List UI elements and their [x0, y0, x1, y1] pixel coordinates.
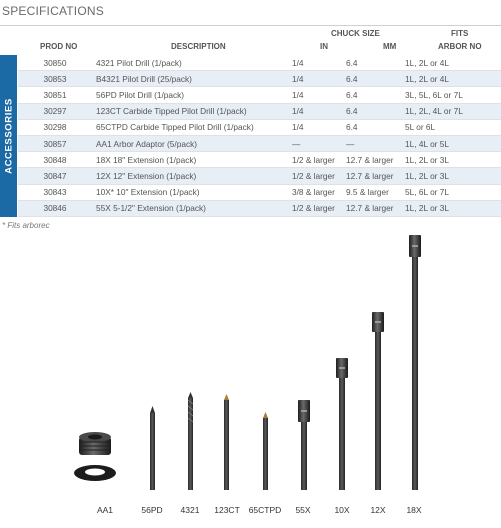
123ct-drill-image: [224, 394, 229, 490]
chuck-mm-cell: 12.7 & larger: [346, 200, 405, 216]
table-row: [18, 119, 501, 135]
chuck-mm-cell: 6.4: [346, 71, 405, 87]
fits-arbor-cell: 3L, 5L, 6L or 7L: [405, 89, 463, 100]
table-row: [18, 200, 501, 216]
description-cell: 18X 18" Extension (1/pack): [96, 154, 197, 165]
footnote: * Fits arborec: [2, 221, 50, 230]
fits-arbor-cell: 1L, 2L, 4L or 7L: [405, 103, 501, 119]
chuck-mm-cell: 12.7 & larger: [346, 154, 394, 165]
55x-extension-image: [298, 400, 310, 490]
fits-arbor-cell: 1L, 2L or 3L: [405, 200, 501, 216]
header-arbor-no: ARBOR NO: [438, 42, 482, 51]
fits-arbor-cell: 5L, 6L or 7L: [405, 187, 449, 198]
65ctpd-drill-image: [263, 412, 268, 490]
prod-no-cell: 30843: [43, 187, 67, 198]
12x-extension-image: [372, 312, 384, 490]
chuck-in-cell: 1/4: [292, 103, 346, 119]
prod-no-cell: 30857: [18, 135, 92, 151]
table-row: [18, 184, 501, 200]
4321-drill-image: [188, 392, 193, 490]
header-mm: MM: [383, 42, 397, 51]
fits-arbor-cell: 1L, 2L or 3L: [405, 168, 501, 184]
chuck-in-cell: 1/4: [292, 89, 304, 100]
label-4321: 4321: [180, 505, 200, 515]
label-aa1: AA1: [96, 505, 114, 515]
prod-no-cell: 30846: [18, 200, 92, 216]
fits-arbor-cell: 1L, 2L or 4L: [405, 71, 501, 87]
description-cell: 65CTPD Carbide Tipped Pilot Drill (1/pack): [96, 122, 254, 133]
prod-no-cell: 30847: [18, 168, 92, 184]
prod-no-cell: 30848: [43, 154, 67, 165]
fits-arbor-cell: 1L, 2L or 3L: [405, 154, 449, 165]
10x-extension-image: [336, 358, 348, 490]
prod-no-cell: 30853: [18, 71, 92, 87]
description-cell: 56PD Pilot Drill (1/pack): [96, 89, 185, 100]
chuck-in-cell: 1/4: [292, 57, 304, 68]
description-cell: 4321 Pilot Drill (1/pack): [96, 57, 182, 68]
label-56pd: 56PD: [141, 505, 163, 515]
label-65ctpd: 65CTPD: [248, 505, 282, 515]
chuck-in-cell: 1/2 & larger: [292, 168, 346, 184]
header-in: IN: [320, 42, 328, 51]
table-row: [18, 152, 501, 168]
chuck-in-cell: 1/2 & larger: [292, 154, 335, 165]
title-divider: [0, 25, 501, 26]
chuck-mm-cell: —: [346, 135, 405, 151]
chuck-mm-cell: 6.4: [346, 103, 405, 119]
spec-table: [18, 55, 501, 217]
header-description: DESCRIPTION: [171, 42, 226, 51]
accessories-label: ACCESSORIES: [3, 98, 14, 174]
label-123ct: 123CT: [214, 505, 240, 515]
56pd-drill-image: [150, 406, 155, 490]
chuck-mm-cell: 6.4: [346, 89, 358, 100]
description-cell: 123CT Carbide Tipped Pilot Drill (1/pack): [92, 103, 292, 119]
label-12x: 12X: [370, 505, 386, 515]
page-title: SPECIFICATIONS: [2, 4, 104, 18]
chuck-mm-cell: 6.4: [346, 122, 358, 133]
table-row: [18, 135, 501, 151]
table-row: [18, 55, 501, 71]
chuck-in-cell: 1/4: [292, 71, 346, 87]
aa1-adaptor-image: [74, 432, 116, 481]
chuck-mm-cell: 6.4: [346, 57, 358, 68]
header-chuck-size: CHUCK SIZE: [331, 29, 380, 38]
label-55x: 55X: [295, 505, 311, 515]
table-row: [18, 103, 501, 119]
fits-arbor-cell: 1L, 2L or 4L: [405, 57, 449, 68]
table-row: [18, 87, 501, 103]
table-row: [18, 168, 501, 184]
description-cell: B4321 Pilot Drill (25/pack): [92, 71, 292, 87]
table-row: [18, 71, 501, 87]
description-cell: 12X 12" Extension (1/pack): [92, 168, 292, 184]
fits-arbor-cell: 5L or 6L: [405, 122, 436, 133]
chuck-in-cell: 1/2 & larger: [292, 200, 346, 216]
prod-no-cell: 30298: [43, 122, 67, 133]
label-10x: 10X: [334, 505, 350, 515]
description-cell: 55X 5-1/2" Extension (1/pack): [92, 200, 292, 216]
chuck-mm-cell: 12.7 & larger: [346, 168, 405, 184]
accessories-tab: [0, 55, 17, 217]
chuck-in-cell: 1/4: [292, 122, 304, 133]
chuck-in-cell: 3/8 & larger: [292, 187, 335, 198]
description-cell: 10X* 10" Extension (1/pack): [96, 187, 200, 198]
chuck-in-cell: —: [292, 135, 346, 151]
fits-arbor-cell: 1L, 4L or 5L: [405, 135, 501, 151]
chuck-mm-cell: 9.5 & larger: [346, 187, 389, 198]
label-18x: 18X: [406, 505, 422, 515]
description-cell: AA1 Arbor Adaptor (5/pack): [92, 135, 292, 151]
18x-extension-image: [409, 235, 421, 490]
prod-no-cell: 30297: [18, 103, 92, 119]
header-prod-no: PROD NO: [40, 42, 78, 51]
tool-illustrations: [0, 226, 501, 506]
prod-no-cell: 30851: [43, 89, 67, 100]
prod-no-cell: 30850: [43, 57, 67, 68]
header-fits: FITS: [451, 29, 469, 38]
